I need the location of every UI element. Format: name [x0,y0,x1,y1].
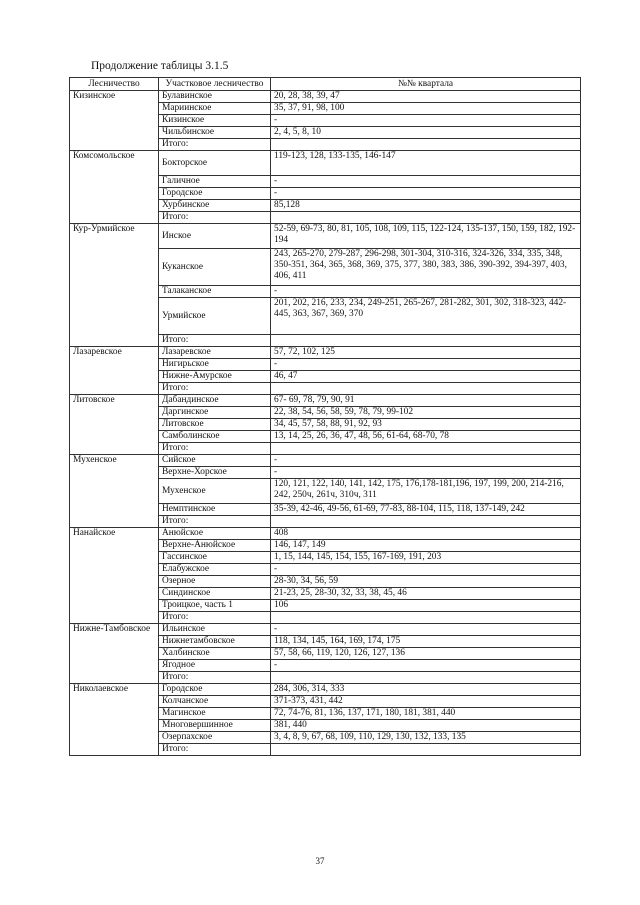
quarters-cell [271,335,581,347]
table-row [70,528,581,540]
district-cell: Халбинское [159,648,271,660]
header-district: Участковое лесничество [159,78,271,91]
quarters-cell: 146, 147, 149 [271,540,581,552]
district-cell: Итого: [159,612,271,624]
district-cell: Нижне-Амурское [159,371,271,383]
table-body [70,91,581,756]
quarters-cell: - [271,660,581,672]
district-cell: Гассинское [159,552,271,564]
quarters-cell [271,612,581,624]
district-cell: Верхне-Хорское [159,467,271,479]
district-cell: Кизинское [159,115,271,127]
quarters-cell [271,139,581,151]
table-row [70,224,581,249]
forestry-name-cell: Комсомольское [70,151,159,224]
quarters-cell [271,744,581,756]
district-cell: Колчанское [159,696,271,708]
forestry-name-cell: Кизинское [70,91,159,151]
district-cell: Городское [159,684,271,696]
quarters-cell: 35-39, 42-46, 49-56, 61-69, 77-83, 88-104, 115, 118, 137-149, 242 [271,504,581,516]
table-row [70,91,581,103]
district-cell: Дабандинское [159,395,271,407]
quarters-cell [271,443,581,455]
district-cell: Сийское [159,455,271,467]
quarters-cell: 243, 265-270, 279-287, 296-298, 301-304, 310-316, 324-326, 334, 335, 348, 350-351, 364, 365, 368, 369, 375, 377, 380, 383, 386, 390-392, 394-397, 403, 406, 411 [271,249,581,286]
district-cell: Ильинское [159,624,271,636]
district-cell: Верхне-Анюйское [159,540,271,552]
district-cell: Анюйское [159,528,271,540]
quarters-cell: 72, 74-76, 81, 136, 137, 171, 180, 181, 381, 440 [271,708,581,720]
quarters-cell: 119-123, 128, 133-135, 146-147 [271,151,581,176]
table-row [70,624,581,636]
quarters-cell: 408 [271,528,581,540]
district-cell: Синдинское [159,588,271,600]
quarters-cell: 28-30, 34, 56, 59 [271,576,581,588]
quarters-cell: 381, 440 [271,720,581,732]
district-cell: Литовское [159,419,271,431]
district-cell: Чильбинское [159,127,271,139]
quarters-cell: 85,128 [271,200,581,212]
quarters-cell [271,212,581,224]
district-cell: Хурбинское [159,200,271,212]
district-cell: Озерпахское [159,732,271,744]
quarters-cell: 21-23, 25, 28-30, 32, 33, 38, 45, 46 [271,588,581,600]
district-cell: Итого: [159,335,271,347]
quarters-cell: 118, 134, 145, 164, 169, 174, 175 [271,636,581,648]
quarters-cell: 106 [271,600,581,612]
district-cell: Многовершинное [159,720,271,732]
quarters-cell: 35, 37, 91, 98, 100 [271,103,581,115]
table-row [70,455,581,467]
forestry-name-cell: Кур-Урмийское [70,224,159,347]
quarters-cell: - [271,286,581,298]
district-cell: Итого: [159,516,271,528]
quarters-cell: - [271,176,581,188]
quarters-cell: 52-59, 69-73, 80, 81, 105, 108, 109, 115, 122-124, 135-137, 150, 159, 182, 192-194 [271,224,581,249]
district-cell: Озерное [159,576,271,588]
quarters-cell: - [271,467,581,479]
table-row [70,395,581,407]
quarters-cell: 201, 202, 216, 233, 234, 249-251, 265-267, 281-282, 301, 302, 318-323, 442-445, 363, 367, 369, 370 [271,298,581,335]
district-cell: Магинское [159,708,271,720]
quarters-cell: 284, 306, 314, 333 [271,684,581,696]
header-forestry: Лесничество [70,78,159,91]
district-cell: Итого: [159,383,271,395]
quarters-cell: - [271,188,581,200]
table-row [70,684,581,696]
district-cell: Мухенское [159,479,271,504]
quarters-cell: - [271,564,581,576]
quarters-cell: - [271,359,581,371]
table-header-row [70,78,581,91]
quarters-cell: - [271,624,581,636]
header-quarters: №№ квартала [271,78,581,91]
quarters-cell: 2, 4, 5, 8, 10 [271,127,581,139]
quarters-cell [271,383,581,395]
forestry-name-cell: Нанайское [70,528,159,624]
district-cell: Булавинское [159,91,271,103]
forestry-name-cell: Литовское [70,395,159,455]
forestry-name-cell: Нижне-Тамбовское [70,624,159,684]
quarters-cell: 22, 38, 54, 56, 58, 59, 78, 79, 99-102 [271,407,581,419]
quarters-cell: 371-373, 431, 442 [271,696,581,708]
quarters-cell: - [271,455,581,467]
district-cell: Ягодное [159,660,271,672]
district-cell: Елабужское [159,564,271,576]
table-row [70,151,581,176]
district-cell: Куканское [159,249,271,286]
quarters-cell: 3, 4, 8, 9, 67, 68, 109, 110, 129, 130, 132, 133, 135 [271,732,581,744]
district-cell: Немптинское [159,504,271,516]
table-caption: Продолжение таблицы 3.1.5 [91,60,229,72]
district-cell: Бокторское [159,151,271,176]
forestry-name-cell: Лазаревское [70,347,159,395]
district-cell: Итого: [159,212,271,224]
table-row [70,347,581,359]
quarters-cell: 67- 69, 78, 79, 90, 91 [271,395,581,407]
quarters-cell: 57, 72, 102, 125 [271,347,581,359]
district-cell: Итого: [159,139,271,151]
quarters-cell [271,672,581,684]
district-cell: Городское [159,188,271,200]
quarters-cell: 13, 14, 25, 26, 36, 47, 48, 56, 61-64, 68-70, 78 [271,431,581,443]
district-cell: Лазаревское [159,347,271,359]
district-cell: Итого: [159,672,271,684]
district-cell: Нигирьское [159,359,271,371]
quarters-cell: - [271,115,581,127]
district-cell: Талаканское [159,286,271,298]
quarters-cell: 120, 121, 122, 140, 141, 142, 175, 176,178-181,196, 197, 199, 200, 214-216, 242, 250ч, 261ч, 310ч, 311 [271,479,581,504]
page-number: 37 [315,856,325,866]
quarters-cell: 20, 28, 38, 39, 47 [271,91,581,103]
forestry-name-cell: Николаевское [70,684,159,756]
district-cell: Итого: [159,443,271,455]
district-cell: Даргинское [159,407,271,419]
quarters-cell: 57, 58, 66, 119, 120, 126, 127, 136 [271,648,581,660]
district-cell: Нижнетамбовское [159,636,271,648]
district-cell: Галичное [159,176,271,188]
quarters-cell: 34, 45, 57, 58, 88, 91, 92, 93 [271,419,581,431]
district-cell: Инское [159,224,271,249]
quarters-cell: 1, 15, 144, 145, 154, 155, 167-169, 191, 203 [271,552,581,564]
forestry-table [69,77,581,756]
district-cell: Мариинское [159,103,271,115]
district-cell: Урмийское [159,298,271,335]
district-cell: Итого: [159,744,271,756]
quarters-cell [271,516,581,528]
district-cell: Троицкое, часть 1 [159,600,271,612]
forestry-name-cell: Мухенское [70,455,159,528]
district-cell: Самболинское [159,431,271,443]
quarters-cell: 46, 47 [271,371,581,383]
